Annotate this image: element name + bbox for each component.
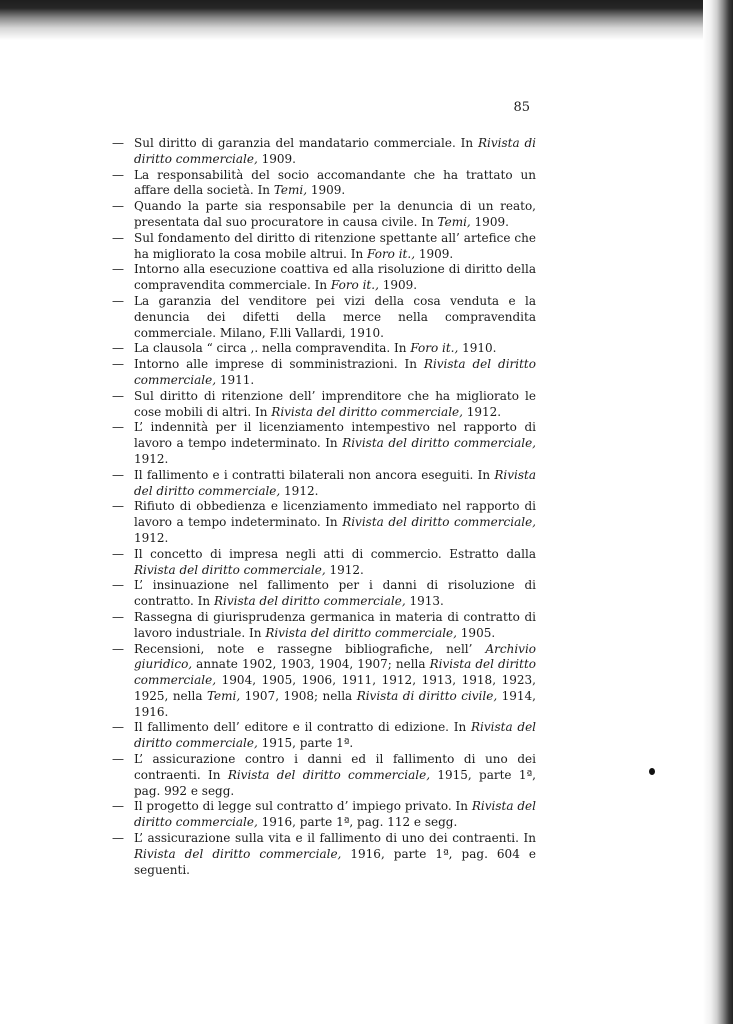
bibliography-entry: [112, 136, 536, 168]
entry-text-segment: L’ indennità per il licenziamento intempestivo nel rapporto di lavoro a tempo indeterminato. In: [134, 420, 536, 451]
bibliography-entry: [112, 168, 536, 200]
entry-dash: —: [112, 341, 124, 356]
journal-title: Rivista del diritto commerciale,: [134, 720, 537, 751]
bibliography-entry: [112, 199, 536, 231]
entry-text-segment: 1905.: [456, 625, 496, 640]
entry-text-segment: Rifiuto di obbedienza e licenziamento immediato nel rapporto di lavoro a tempo indeterminato. In: [134, 499, 536, 530]
bibliography-entry: [112, 720, 536, 752]
bibliography-entry: [112, 341, 536, 357]
entry-text-segment: 1909.: [378, 278, 418, 293]
page-number: 85: [513, 100, 530, 115]
journal-title: Rivista del diritto commerciale,: [134, 657, 536, 688]
entry-dash: —: [112, 752, 124, 767]
entry-text: [134, 389, 536, 421]
entry-dash: —: [112, 293, 124, 308]
entry-dash: —: [112, 230, 124, 245]
bibliography-entry: [112, 799, 536, 831]
entry-dash: —: [112, 262, 124, 277]
bibliography-entry: [112, 231, 536, 263]
entry-text-segment: Il progetto di legge sul contratto d’ impiego privato. In: [134, 799, 472, 814]
entry-dash: —: [112, 357, 124, 372]
journal-title: Rivista del diritto commerciale,: [134, 799, 536, 830]
entry-dash: —: [112, 799, 124, 814]
entry-text: [134, 294, 536, 341]
entry-text-segment: Sul diritto di ritenzione dell’ imprenditore che ha migliorato le cose mobili di altri. In: [134, 388, 536, 419]
journal-title: Temi,: [206, 688, 241, 703]
bibliography-entry: [112, 547, 536, 579]
bibliography-entry: [112, 468, 536, 500]
journal-title: Temi,: [273, 183, 308, 198]
entry-dash: —: [112, 831, 124, 846]
entry-text: [134, 357, 536, 389]
journal-title: Rivista di diritto commerciale,: [134, 136, 536, 166]
bibliography-entry: [112, 389, 536, 421]
entry-dash: —: [112, 388, 124, 403]
entry-dash: —: [112, 546, 124, 561]
entry-text-segment: 1916, parte 1ª, pag. 112 e segg.: [257, 815, 458, 830]
entry-text-segment: 1909.: [257, 151, 296, 166]
entry-text-segment: 1907, 1908; nella: [240, 688, 357, 703]
bibliography-entry: [112, 831, 536, 878]
entry-text: [134, 752, 536, 799]
entry-text: [134, 341, 536, 357]
entry-text-segment: La clausola “ circa ,. nella compravendita. In: [134, 341, 411, 356]
entry-text-segment: 1909.: [307, 183, 346, 198]
entry-text-segment: 1913.: [405, 594, 444, 609]
journal-title: Rivista di diritto civile,: [356, 688, 498, 703]
entry-text-segment: Intorno alla esecuzione coattiva ed alla risoluzione di diritto della compravendita commerciale. In: [134, 262, 536, 293]
journal-title: Foro it.,: [367, 246, 416, 261]
journal-title: Rivista del diritto commerciale,: [227, 767, 431, 782]
entry-text-segment: 1904, 1905, 1906, 1911, 1912, 1913, 1918, 1923, 1925, nella: [134, 673, 536, 703]
entry-text-segment: annate 1902, 1903, 1904, 1907; nella: [192, 657, 430, 672]
bibliography-entry: [112, 357, 536, 389]
entry-dash: —: [112, 499, 124, 514]
ink-spot: [649, 768, 655, 775]
entry-dash: —: [112, 720, 124, 735]
bibliography-entry: [112, 420, 536, 467]
bibliography-entry: [112, 642, 536, 721]
entry-text-segment: L’ insinuazione nel fallimento per i danni di risoluzione di contratto. In: [134, 578, 536, 609]
journal-title: Rivista del diritto commerciale,: [134, 357, 536, 387]
entry-text-segment: 1909.: [470, 214, 509, 229]
entry-text-segment: Recensioni, note e rassegne bibliografiche, nell’: [134, 641, 486, 656]
bibliography-entry: [112, 752, 536, 799]
entry-text-segment: La responsabilità del socio accomandante che ha trattato un affare della società. In: [134, 167, 536, 198]
entry-text-segment: Il fallimento dell’ editore e il contratto di edizione. In: [134, 720, 471, 735]
entry-text: [134, 720, 536, 752]
entry-text-segment: Rassegna di giurisprudenza germanica in materia di contratto di lavoro industriale. In: [134, 609, 536, 640]
bibliography-entry: [112, 578, 536, 610]
entry-text-segment: La garanzia del venditore pei vizi della cosa venduta e la denuncia dei difetti della merce nella compravendita commerciale. Milano, F.lli Vallardi, 1910.: [134, 293, 536, 340]
entry-text-segment: Il concetto di impresa negli atti di commercio. Estratto dalla: [134, 546, 536, 561]
bibliography-entry: [112, 610, 536, 642]
entry-text-segment: L’ assicurazione contro i danni ed il fallimento di uno dei contraenti. In: [134, 752, 536, 782]
entry-text-segment: Quando la parte sia responsabile per la denuncia di un reato, presentata dal suo procuratore in causa civile. In: [134, 199, 536, 229]
entry-text-segment: 1916, parte 1ª, pag. 604 e seguenti.: [134, 846, 536, 877]
entry-dash: —: [112, 641, 124, 656]
entry-dash: —: [112, 199, 124, 214]
scan-right-edge: [703, 0, 733, 1024]
scan-top-edge: [0, 0, 733, 40]
bibliography-list: [112, 136, 536, 878]
entry-dash: —: [112, 467, 124, 482]
entry-text: [134, 168, 536, 200]
entry-text: [134, 610, 536, 642]
entry-text: [134, 799, 536, 831]
entry-text-segment: 1912.: [325, 562, 364, 577]
bibliography-entry: [112, 499, 536, 546]
entry-text-segment: Il fallimento e i contratti bilaterali non ancora eseguiti. In: [134, 467, 495, 482]
entry-text: [134, 547, 536, 579]
bibliography-entry: [112, 262, 536, 294]
entry-dash: —: [112, 136, 124, 150]
entry-text: [134, 231, 536, 263]
entry-text: [134, 642, 536, 721]
journal-title: Rivista del diritto commerciale,: [265, 625, 457, 640]
entry-text: [134, 578, 536, 610]
entry-text-segment: Intorno alle imprese di somministrazioni. In: [134, 357, 424, 372]
entry-text-segment: 1912.: [462, 404, 502, 419]
entry-text-segment: Sul fondamento del diritto di ritenzione spettante all’ artefice che ha migliorato la cosa mobile altrui. In: [134, 230, 536, 261]
journal-title: Foro it.,: [410, 341, 459, 356]
entry-text-segment: 1911.: [216, 372, 255, 387]
entry-text-segment: Sul diritto di garanzia del mandatario commerciale. In: [134, 136, 478, 150]
bibliography-entry: [112, 294, 536, 341]
entry-text: [134, 831, 536, 878]
entry-text: [134, 499, 536, 546]
entry-text-segment: 1915, parte 1ª.: [257, 736, 354, 751]
journal-title: Rivista del diritto commerciale,: [134, 467, 536, 498]
journal-title: Rivista del diritto commerciale,: [134, 562, 326, 577]
journal-title: Rivista del diritto commerciale,: [271, 404, 463, 419]
entry-text-segment: 1914, 1916.: [134, 688, 536, 719]
entry-text: [134, 199, 536, 231]
entry-text-segment: 1912.: [134, 530, 169, 545]
journal-title: Archivio giuridico,: [134, 641, 536, 672]
entry-dash: —: [112, 609, 124, 624]
journal-title: Rivista del diritto commerciale,: [342, 515, 536, 530]
journal-title: Rivista del diritto commerciale,: [213, 594, 406, 609]
entry-dash: —: [112, 420, 124, 435]
journal-title: Rivista del diritto commerciale,: [342, 436, 536, 451]
entry-text-segment: 1915, parte 1ª, pag. 992 e segg.: [134, 767, 536, 798]
entry-dash: —: [112, 167, 124, 182]
entry-text: [134, 262, 536, 294]
entry-text-segment: 1910.: [458, 341, 497, 356]
entry-text-segment: L’ assicurazione sulla vita e il fallimento di uno dei contraenti. In: [134, 831, 536, 846]
entry-text: [134, 468, 536, 500]
entry-text-segment: 1909.: [415, 246, 454, 261]
journal-title: Temi,: [437, 214, 471, 229]
entry-dash: —: [112, 578, 124, 593]
entry-text: [134, 136, 536, 168]
journal-title: Foro it.,: [330, 278, 379, 293]
journal-title: Rivista del diritto commerciale,: [134, 846, 342, 861]
entry-text-segment: 1912.: [134, 451, 169, 466]
entry-text: [134, 420, 536, 467]
entry-text-segment: 1912.: [280, 483, 319, 498]
